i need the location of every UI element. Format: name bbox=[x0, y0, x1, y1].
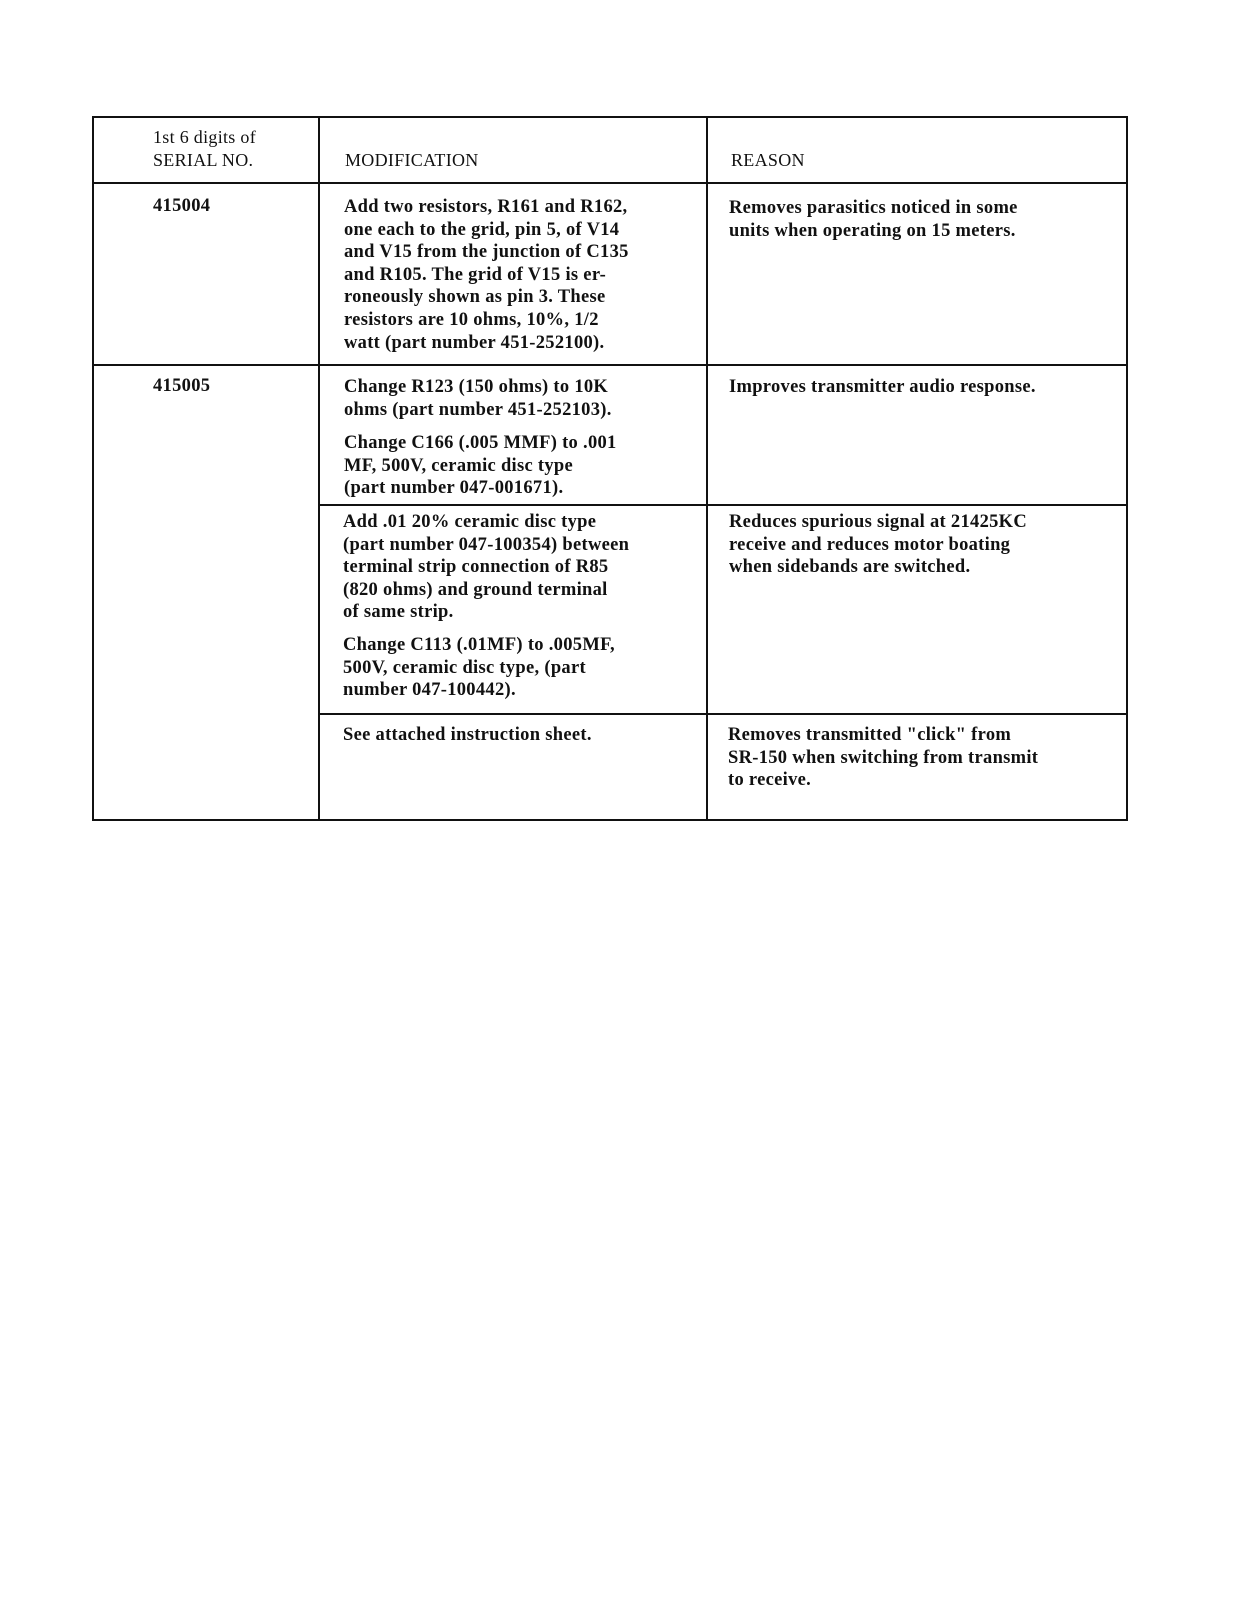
modification-text: Change C113 (.01MF) to .005MF, 500V, ceramic disc type, (part number 047-100442). bbox=[343, 635, 615, 701]
serial-number: 415004 bbox=[153, 196, 211, 216]
modification-text: Add .01 20% ceramic disc type (part number 047-100354) between terminal strip connection of R85 (820 ohms) and ground terminal of same strip. bbox=[343, 512, 630, 623]
header-modification: MODIFICATION bbox=[345, 150, 479, 170]
reason-text: Improves transmitter audio response. bbox=[729, 377, 1036, 397]
header-serial: 1st 6 digits of SERIAL NO. bbox=[153, 127, 257, 170]
reason-text: Removes parasitics noticed in some units when operating on 15 meters. bbox=[729, 198, 1018, 241]
reason-text: Reduces spurious signal at 21425KC receive and reduces motor boating when sidebands are switched. bbox=[729, 512, 1028, 578]
modification-text: See attached instruction sheet. bbox=[343, 725, 592, 745]
serial-number: 415005 bbox=[153, 376, 211, 396]
header-reason: REASON bbox=[731, 150, 805, 170]
modification-text: Change R123 (150 ohms) to 10K ohms (part number 451-252103). bbox=[344, 377, 612, 420]
table-row bbox=[92, 364, 320, 821]
modification-text: Change C166 (.005 MMF) to .001 MF, 500V, ceramic disc type (part number 047-001671). bbox=[344, 433, 617, 499]
reason-text: Removes transmitted "click" from SR-150 when switching from transmit to receive. bbox=[728, 725, 1039, 791]
modification-text: Add two resistors, R161 and R162, one each to the grid, pin 5, of V14 and V15 from the junction of C135 and R105. The grid of V15 is er- roneously shown as pin 3. These resistors are 10 ohms, 10%, 1/2 watt (part number 451-252100). bbox=[344, 197, 629, 353]
